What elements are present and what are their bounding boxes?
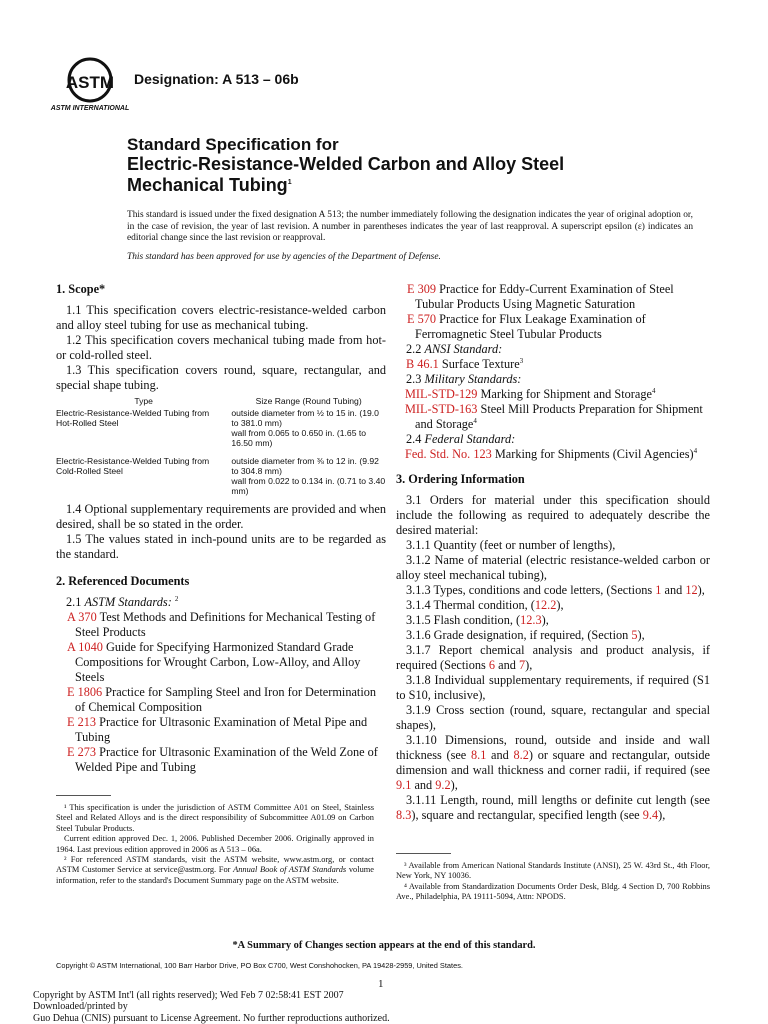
ref-link-b46-1[interactable]: B 46.1 xyxy=(406,357,439,371)
ordering-3-1-4: 3.1.4 Thermal condition, (12.2), xyxy=(406,598,564,612)
footnote-4: ⁴ Available from Standardization Documents Order Desk, Bldg. 4 Section D, 700 Robbins Ave., Philadelphia, PA 19111-5094, Attn: NPODS. xyxy=(396,881,710,902)
astm-standards-subheading: 2.1 ASTM Standards: $^2$ xyxy=(66,594,179,609)
summary-of-changes-note: *A Summary of Changes section appears at the end of this standard. xyxy=(232,940,536,951)
footnote-1-edition: Current edition approved Dec. 1, 2006. Published December 2006. Originally approved in 1964. Last previous edition approved in 2006 as A 513 – 06a. xyxy=(56,834,374,854)
range-wall: wall from 0.065 to 0.650 in. (1.65 to 16.50 mm) xyxy=(231,428,367,448)
ordering-3-1-7: 3.1.7 Report chemical analysis and product analysis, if required (Sections 6 and 7), xyxy=(396,643,710,672)
title-line-3-text: Mechanical Tubing xyxy=(127,175,288,195)
table-cell-range xyxy=(231,408,386,448)
ref-item: E 570 Practice for Flux Leakage Examination of Ferromagnetic Steel Tubular Products xyxy=(407,312,646,341)
ref-link-e273[interactable]: E 273 xyxy=(67,745,97,759)
document-title xyxy=(127,135,687,196)
ordering-3-1-9: 3.1.9 Cross section (round, square, rectangular and special shapes), xyxy=(396,703,710,732)
section-link[interactable]: 12.2 xyxy=(534,598,557,612)
dod-approval-note: This standard has been approved for use by agencies of the Department of Defense. xyxy=(127,252,441,262)
ref-item: E 273 Practice for Ultrasonic Examination of the Weld Zone of Welded Pipe and Tubing xyxy=(67,745,378,774)
ref-item: E 1806 Practice for Sampling Steel and Iron for Determination of Chemical Composition xyxy=(67,685,377,714)
scope-1-2: 1.2 This specification covers mechanical tubing made from hot- or cold-rolled steel. xyxy=(56,333,386,362)
section-link[interactable]: 8.2 xyxy=(513,748,529,762)
ordering-3-1-3: 3.1.3 Types, conditions and code letters, (Sections 1 and 12), xyxy=(406,583,705,597)
table-row xyxy=(56,456,386,496)
table-cell-type: Electric-Resistance-Welded Tubing from Cold-Rolled Steel xyxy=(56,456,210,476)
ref-link-e213[interactable]: E 213 xyxy=(67,715,97,729)
section-link[interactable]: 7 xyxy=(518,658,526,672)
ref-link-mil-std-163[interactable]: MIL-STD-163 xyxy=(405,402,478,416)
table-header-type: Type xyxy=(134,396,153,406)
footnotes-right xyxy=(396,861,710,903)
ordering-3-1-1: 3.1.1 Quantity (feet or number of lengths), xyxy=(406,538,616,552)
footnote-divider xyxy=(56,795,111,796)
title-footnote-mark: 1 xyxy=(287,179,292,186)
ordering-3-1-8: 3.1.8 Individual supplementary requirements, if required (S1 to S10, inclusive), xyxy=(396,673,710,702)
right-column xyxy=(396,282,710,823)
federal-subheading: 2.4 Federal Standard: xyxy=(406,432,516,446)
ref-item: MIL-STD-163 Steel Mill Products Preparation for Shipment and Storage$^4$ xyxy=(405,402,703,431)
svg-text:ASTM: ASTM xyxy=(65,73,115,92)
license-line-2: Downloaded/printed by xyxy=(33,1001,128,1013)
section-link[interactable]: 9.4 xyxy=(642,808,659,822)
scope-heading: 1. Scope* xyxy=(56,282,106,296)
ordering-3-1-10: 3.1.10 Dimensions, round, outside and inside and wall thickness (see 8.1 and 8.2) or square and rectangular, outside dimension and wall thickness and corner radii, if required (see 9.1 and 9.2), xyxy=(396,733,710,792)
ordering-3-1-2: 3.1.2 Name of material (electric resistance-welded carbon or alloy steel mechanical tubing), xyxy=(396,553,710,582)
license-stamp xyxy=(33,990,390,1024)
range-wall: wall from 0.022 to 0.134 in. (0.71 to 3.40 mm) xyxy=(231,476,386,496)
section-link[interactable]: 12.3 xyxy=(520,613,542,627)
license-line-1: Copyright by ASTM Int'l (all rights reserved); Wed Feb 7 02:58:41 EST 2007 xyxy=(33,990,344,1001)
ref-item: Fed. Std. No. 123 Marking for Shipments (Civil Agencies)$^4$ xyxy=(405,446,698,461)
scope-1-5: 1.5 The values stated in inch-pound units are to be regarded as the standard. xyxy=(56,532,386,561)
left-column xyxy=(56,282,386,775)
ref-item: E 309 Practice for Eddy-Current Examination of Steel Tubular Products Using Magnetic Saturation xyxy=(407,282,674,311)
title-line-3 xyxy=(127,175,687,196)
title-line-1: Standard Specification for xyxy=(127,135,339,154)
section-link[interactable]: 8.1 xyxy=(470,748,487,762)
ref-link-e570[interactable]: E 570 xyxy=(407,312,437,326)
table-cell-type: Electric-Resistance-Welded Tubing from Hot-Rolled Steel xyxy=(56,408,210,428)
footnotes-left xyxy=(56,803,374,886)
section-link[interactable]: 9.1 xyxy=(396,778,412,792)
ordering-3-1-11: 3.1.11 Length, round, mill lengths or definite cut length (see 8.3), square and rectangular, specified length (see 9.4), xyxy=(396,793,710,822)
section-link[interactable]: 6 xyxy=(488,658,496,672)
ref-item: A 370 Test Methods and Definitions for Mechanical Testing of Steel Products xyxy=(67,610,376,639)
license-line-3: Guo Dehua (CNIS) pursuant to License Agreement. No further reproductions authorized. xyxy=(33,1012,390,1024)
table-header-range: Size Range (Round Tubing) xyxy=(255,396,362,406)
section-link[interactable]: 8.3 xyxy=(396,808,412,822)
ref-link-a370[interactable]: A 370 xyxy=(67,610,97,624)
range-od: outside diameter from ½ to 15 in. (19.0 to 381.0 mm) xyxy=(231,408,379,428)
scope-1-3: 1.3 This specification covers round, square, rectangular, and special shape tubing. xyxy=(56,363,386,392)
ref-link-mil-std-129[interactable]: MIL-STD-129 xyxy=(405,387,478,401)
section-link[interactable]: 1 xyxy=(655,583,662,597)
page-number: 1 xyxy=(378,978,384,990)
ordering-3-1-6: 3.1.6 Grade designation, if required, (Section 5), xyxy=(406,628,645,642)
intro-paragraph: This standard is issued under the fixed designation A 513; the number immediately following the designation indicates the year of original adoption or, in the case of revision, the year of last revision. A number in parentheses indicates the year of last reapproval. A superscript epsilon (ε) indicates an editorial change since the last revision or reapproval. xyxy=(127,210,693,244)
scope-1-4: 1.4 Optional supplementary requirements are provided and when desired, shall be so stated in the order. xyxy=(56,502,386,531)
ref-link-a1040[interactable]: A 1040 xyxy=(67,640,103,654)
referenced-documents-heading: 2. Referenced Documents xyxy=(56,574,190,588)
ordering-heading: 3. Ordering Information xyxy=(396,472,525,486)
scope-1-1: 1.1 This specification covers electric-resistance-welded carbon and alloy steel tubing for use as mechanical tubing. xyxy=(56,303,386,332)
footnote-1: ¹ This specification is under the jurisdiction of ASTM Committee A01 on Steel, Stainless Steel and Related Alloys and is the direct responsibility of Subcommittee A01.09 on Carbon Steel Tubular Products. xyxy=(56,803,374,833)
range-od: outside diameter from ⅜ to 12 in. (9.92 to 304.8 mm) xyxy=(231,456,379,476)
svg-text:ASTM INTERNATIONAL: ASTM INTERNATIONAL xyxy=(50,105,130,112)
ref-link-fed-std-123[interactable]: Fed. Std. No. 123 xyxy=(405,447,492,461)
ref-item: E 213 Practice for Ultrasonic Examination of Metal Pipe and Tubing xyxy=(67,715,368,744)
ref-link-e1806[interactable]: E 1806 xyxy=(67,685,103,699)
astm-logo-icon xyxy=(50,54,130,116)
table-cell-range xyxy=(231,456,386,496)
section-link[interactable]: 12 xyxy=(685,583,698,597)
military-subheading: 2.3 Military Standards: xyxy=(406,372,522,386)
footnote-3: ³ Available from American National Standards Institute (ANSI), 25 W. 43rd St., 4th Floor, New York, NY 10036. xyxy=(396,861,710,881)
copyright-line: Copyright © ASTM International, 100 Barr Harbor Drive, PO Box C700, West Conshohocken, PA 19428-2959, United States. xyxy=(56,961,463,970)
table-row xyxy=(56,408,386,448)
ref-link-e309[interactable]: E 309 xyxy=(407,282,437,296)
ref-item: MIL-STD-129 Marking for Shipment and Storage$^4$ xyxy=(405,386,656,401)
ordering-3-1: 3.1 Orders for material under this specification should include the following as required to adequately describe the desired material: xyxy=(396,493,710,537)
ref-item: A 1040 Guide for Specifying Harmonized Standard Grade Compositions for Wrought Carbon, Low-Alloy, and Alloy Steels xyxy=(67,640,361,684)
size-range-table xyxy=(56,396,386,496)
astm-logo xyxy=(50,54,130,116)
section-link[interactable]: 9.2 xyxy=(435,778,451,792)
ansi-subheading: 2.2 ANSI Standard: xyxy=(406,342,503,356)
ref-item: B 46.1 Surface Texture$^3$ xyxy=(406,356,524,371)
section-link[interactable]: 5 xyxy=(631,628,638,642)
title-line-2: Electric-Resistance-Welded Carbon and Alloy Steel xyxy=(127,154,565,174)
footnote-2: ² For referenced ASTM standards, visit the ASTM website, www.astm.org, or contact ASTM Customer Service at service@astm.org. For Annual Book of ASTM Standards volume information, refer to the standard's Document Summary page on the ASTM website. xyxy=(56,855,374,885)
ordering-3-1-5: 3.1.5 Flash condition, (12.3), xyxy=(406,613,549,627)
footnote-divider xyxy=(396,853,451,854)
designation: Designation: A 513 – 06b xyxy=(134,71,299,87)
